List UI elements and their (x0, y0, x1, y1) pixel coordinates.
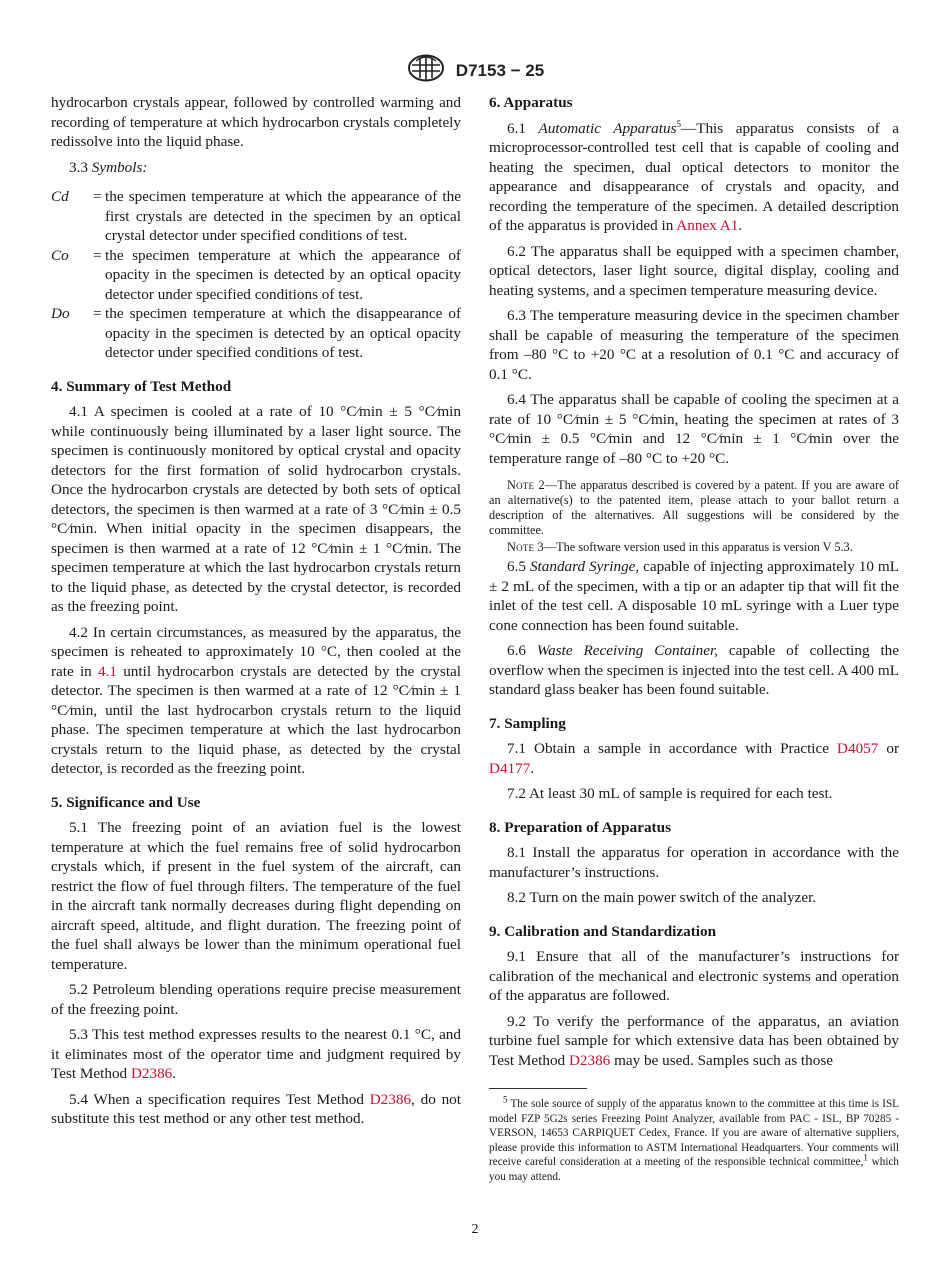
right-column (489, 93, 899, 1184)
paragraph-6-2: 6.2 The apparatus shall be equipped with a specimen chamber, optical detectors, laser light source, digital display, cooling and heating systems, and a specimen temperature measuring device. (489, 242, 899, 299)
paragraph-6-6: 6.6 Waste Receiving Container, capable of collecting the overflow when the specimen is injected into the test cell. A 400 mL standard glass beaker has been found suitable. (489, 642, 900, 698)
left-column (51, 93, 461, 1135)
symbols-heading: 3.3 Symbols: (69, 158, 148, 176)
symbol-definition: the specimen temperature at which the appearance of the first crystals are detected in the specimen by an optical crystal detector under specified conditions of test. (105, 188, 461, 244)
paragraph-6-3: 6.3 The temperature measuring device in the specimen chamber shall be capable of measuring the temperature of the specimen from –80 °C to +20 °C at a resolution of 0.1 °C and accuracy of 0.1 °C. (489, 307, 899, 383)
page-number: 2 (471, 1222, 479, 1237)
section-8-title: 8. Preparation of Apparatus (489, 818, 671, 836)
footnote-5: $^5$ The sole source of supply of the apparatus known to the committee at this time is ISL model FZP 5G2s series Freezing Point Analyzer, available from PAC - ISL, BP 70285 - VERSON, 14653 CARPIQUET Cedex, France. If you are aware of alternative suppliers, please provide this information to ASTM International Headquarters. Your comments will receive careful consideration at a meeting of the responsible technical committee,$^1$ which you may attend. (489, 1094, 899, 1183)
ref-link-annex-a1[interactable]: Annex A1 (676, 217, 739, 234)
symbol-row (51, 187, 461, 246)
astm-logo-icon (406, 54, 446, 87)
symbol-definition: the specimen temperature at which the appearance of opacity in the specimen is detected by an optical opacity detector under specified conditions of test. (105, 246, 461, 303)
symbol-term: Do (51, 305, 70, 322)
symbol-row (51, 246, 461, 305)
ref-link-4-1[interactable]: 4.1 (98, 662, 117, 680)
paragraph-5-3: 5.3 This test method expresses results to the nearest 0.1 °C, and it eliminates most of the operator time and judgment required by Test Method D2386. (51, 1026, 461, 1082)
symbol-equals: = (93, 305, 102, 322)
paragraph-intro: hydrocarbon crystals appear, followed by controlled warming and recording of temperature at which hydrocarbon crystals completely redissolve into the liquid phase. (51, 94, 461, 150)
paragraph-7-2: 7.2 At least 30 mL of sample is required for each test. (507, 785, 833, 802)
ref-link-d4177[interactable]: D4177 (489, 759, 531, 777)
ref-link-d2386[interactable]: D2386 (130, 1065, 173, 1082)
symbol-row (51, 304, 461, 363)
document-id: D7153 − 25 (455, 60, 545, 80)
symbols-list (51, 187, 461, 363)
paragraph-9-2: 9.2 To verify the performance of the apparatus, an aviation turbine fuel sample for which extensive data has been obtained by Test Method D2386 may be used. Samples such as those (489, 1012, 899, 1069)
note-2: Note 2—The apparatus described is covered by a patent. If you are aware of an alternative(s) to the patented item, please attach to your ballot return a description of the alternatives. All suggestions will be considered by the committee. (489, 478, 899, 537)
paragraph-8-1: 8.1 Install the apparatus for operation in accordance with the manufacturer’s instructions. (489, 844, 899, 881)
symbol-equals: = (93, 246, 102, 264)
paragraph-8-2: 8.2 Turn on the main power switch of the analyzer. (507, 889, 817, 906)
note-3: Note 3—The software version used in this apparatus is version V 5.3. (507, 540, 853, 554)
section-4-title: 4. Summary of Test Method (51, 377, 232, 395)
symbol-definition: the specimen temperature at which the disappearance of opacity in the specimen is detected by an optical opacity detector under specified conditions of test. (105, 305, 461, 361)
ref-link-d4057[interactable]: D4057 (837, 740, 879, 757)
section-7-title: 7. Sampling (489, 714, 566, 732)
section-5-title: 5. Significance and Use (51, 793, 201, 811)
symbol-term: Co (51, 246, 69, 264)
ref-link-d2386[interactable]: D2386 (369, 1090, 412, 1108)
symbol-equals: = (93, 188, 102, 205)
symbol-term: Cd (51, 188, 69, 205)
paragraph-4-1: 4.1 A specimen is cooled at a rate of 10 °C⁄min ± 5 °C⁄min while continuously being illuminated by a laser light source. The specimen is continuously monitored by optical crystal and opacity detectors for the first formation of solid hydrocarbon crystals. Once the hydrocarbon crystals are detected by both sets of optical detectors, the specimen is then warmed at a rate of 3 °C⁄min ± 0.5 °C⁄min. When initial opacity in the specimen disappears, the specimen is then warmed at a rate of 12 °C⁄min ± 1 °C⁄min. The specimen temperature at which the last hydrocarbon crystals return to the liquid phase, as detected by the crystal detector, is recorded as the freezing point. (51, 403, 461, 615)
paragraph-7-1: 7.1 Obtain a sample in accordance with Practice D4057 or D4177. (489, 740, 900, 777)
paragraph-5-1: 5.1 The freezing point of an aviation fuel is the lowest temperature at which the fuel remains free of solid hydrocarbon crystals which, if present in the fuel system of the aircraft, can restrict the flow of fuel through filters. The temperature of the fuel in the aircraft tank normally decreases during flight depending on aircraft speed, altitude, and flight duration. The freezing point of the fuel shall always be lower than the minimum operational fuel temperature. (51, 819, 461, 973)
footnote-divider (489, 1088, 587, 1089)
paragraph-6-4: 6.4 The apparatus shall be capable of cooling the specimen at a rate of 10 °C⁄min ± 5 °C⁄min, heating the specimen at rates of 3 °C⁄min ± 0.5 °C⁄min and 12 °C⁄min ± 1 °C⁄min over the temperature range of –80 °C to +20 °C. (489, 391, 899, 467)
paragraph-6-1: 6.1 Automatic Apparatus$^5$—This apparatus consists of a microprocessor-controlled test cell that is capable of cooling and heating the specimen, dual optical detectors to monitor the appearance and disappearance of crystals and opacity, and recording the temperature of the specimen. A detailed description of the apparatus is provided in Annex A1. (489, 118, 899, 234)
section-6-title: 6. Apparatus (489, 94, 573, 111)
paragraph-9-1: 9.1 Ensure that all of the manufacturer’s instructions for calibration of the mechanical and electronic systems and operation of the apparatus are followed. (489, 948, 899, 1004)
paragraph-6-5: 6.5 Standard Syringe, capable of injecting approximately 10 mL ± 2 mL of the specimen, with a tip or an adapter tip that will fit the inlet of the test cell. A disposable 10 mL syringe with a Luer type cone connection has been found suitable. (489, 558, 900, 634)
paragraph-4-2: 4.2 In certain circumstances, as measured by the apparatus, the specimen is reheated to approximately 10 °C, then cooled at the rate in 4.1 until hydrocarbon crystals are detected by the crystal detector. The specimen is then warmed at a rate of 12 °C⁄min ± 1 °C⁄min, until the last hydrocarbon crystals return to the liquid phase. The specimen temperature at which the last hydrocarbon crystals return to the liquid phase, as detected by the crystal detector, is recorded as the freezing point. (51, 623, 461, 777)
page-header (0, 54, 950, 84)
paragraph-5-4: 5.4 When a specification requires Test Method D2386, do not substitute this test method or any other test method. (51, 1090, 461, 1127)
ref-link-d2386[interactable]: D2386 (568, 1051, 611, 1069)
section-9-title: 9. Calibration and Standardization (489, 922, 717, 940)
paragraph-5-2: 5.2 Petroleum blending operations require precise measurement of the freezing point. (51, 981, 461, 1018)
